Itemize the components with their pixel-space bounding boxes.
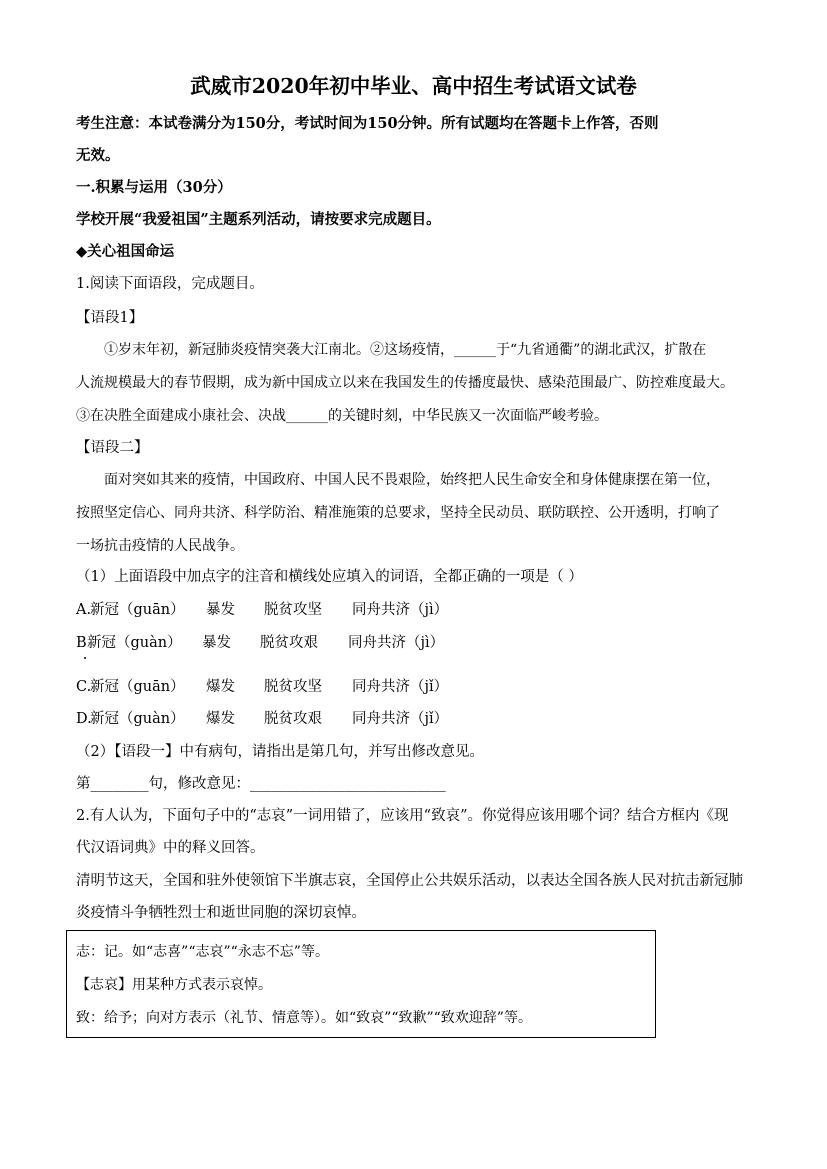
answer-blank-line: 第________句，修改意见：___________________________ (76, 776, 446, 792)
emphasis-dot (84, 657, 86, 659)
option-b-col3: 脱贫攻艰 (260, 635, 318, 651)
option-c-col2: 爆发 (206, 679, 235, 695)
notice-line-1: 考生注意：本试卷满分为150分，考试时间为150分钟。所有试题均在答题卡上作答，否则 (76, 115, 659, 132)
activity-intro: 学校开展“我爱祖国”主题系列活动，请按要求完成题目。 (76, 211, 441, 228)
theme-heading: ◆关心祖国命运 (76, 243, 175, 260)
question-1-stem: 1.阅读下面语段，完成题目。 (76, 276, 264, 292)
option-c-label: C. (76, 679, 92, 695)
sub-question-1: （1）上面语段中加点字的注音和横线处应填入的词语，全都正确的一项是（ ） (76, 569, 583, 585)
paragraph-1-line: 人流规模最大的春节假期，成为新中国成立以来在我国发生的传播度最快、感染范围最广、防控难度最大。 (76, 375, 734, 391)
definition-line: 致：给予；向对方表示（礼节、情意等）。如“致哀”“致歉”“致欢迎辞”等。 (76, 1010, 532, 1026)
option-b-label: B (76, 635, 87, 651)
option-b-word: 新冠（guàn） (87, 635, 182, 651)
option-d-col4: 同舟共济（jǐ） (352, 711, 449, 727)
paragraph-1-line: ①岁末年初，新冠肺炎疫情突袭大江南北。②这场疫情，______于“九省通衢”的湖北武汉，扩散在 (104, 342, 707, 358)
sub-question-2: （2）【语段一】中有病句，请指出是第几句，并写出修改意见。 (76, 744, 484, 760)
option-a-label: A. (76, 602, 92, 618)
paragraph-2-line: 面对突如其来的疫情，中国政府、中国人民不畏艰险，始终把人民生命安全和身体健康摆在第一位， (104, 472, 720, 488)
option-c-word: 新冠（guān） (90, 679, 185, 695)
definition-line: 【志哀】用某种方式表示哀悼。 (76, 977, 272, 993)
example-sentence-line-1: 清明节这天，全国和驻外使领馆下半旗志哀，全国停止公共娱乐活动，以表达全国各族人民对抗击新冠肺 (76, 873, 743, 889)
section-heading: 一.积累与运用（30分） (76, 179, 232, 196)
option-d-word: 新冠（guàn） (90, 711, 185, 727)
page-title: 武威市2020年初中毕业、高中招生考试语文试卷 (190, 74, 637, 98)
question-2-stem-line-2: 代汉语词典》中的释义回答。 (76, 840, 265, 856)
paragraph-1-label: 【语段1】 (76, 310, 144, 326)
option-a-col4: 同舟共济（jì） (352, 602, 449, 618)
option-b-col4: 同舟共济（jì） (348, 635, 445, 651)
option-d-col3: 脱贫攻艰 (264, 711, 322, 727)
notice-line-2: 无效。 (76, 147, 120, 164)
paragraph-2-label: 【语段二】 (76, 440, 149, 456)
option-c-col4: 同舟共济（jǐ） (352, 679, 449, 695)
question-2-stem-line-1: 2.有人认为，下面句子中的“志哀”一词用错了，应该用“致哀”。你觉得应该用哪个词？结合方框内《现 (76, 808, 729, 824)
option-d-col2: 爆发 (206, 711, 235, 727)
option-c-col3: 脱贫攻坚 (264, 679, 322, 695)
option-b-col2: 暴发 (202, 635, 231, 651)
paragraph-2-line: 一场抗击疫情的人民战争。 (76, 538, 244, 554)
paragraph-2-line: 按照坚定信心、同舟共济、科学防治、精准施策的总要求，坚持全民动员、联防联控、公开透明，打响了 (76, 505, 720, 521)
option-a-col2: 暴发 (206, 602, 235, 618)
option-d-label: D. (76, 711, 92, 727)
example-sentence-line-2: 炎疫情斗争牺牲烈士和逝世同胞的深切哀悼。 (76, 905, 366, 921)
option-a-col3: 脱贫攻坚 (264, 602, 322, 618)
paragraph-1-line: ③在决胜全面建成小康社会、决战______的关键时刻，中华民族又一次面临严峻考验。 (76, 408, 608, 424)
definition-line: 志：记。如“志喜”“志哀”“永志不忘”等。 (76, 944, 329, 960)
option-a-word: 新冠（guān） (90, 602, 185, 618)
